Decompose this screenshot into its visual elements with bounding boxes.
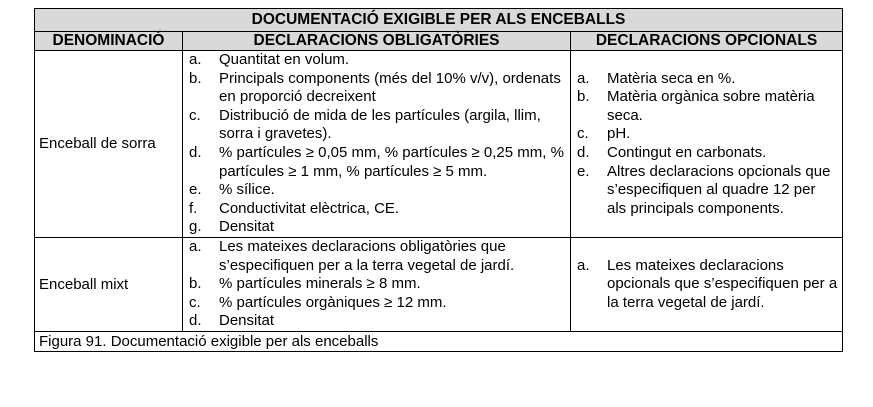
opcionals-cell xyxy=(571,237,843,331)
item-letter: b. xyxy=(577,88,590,106)
item-letter: d. xyxy=(577,143,590,161)
row-name: Enceball de sorra xyxy=(35,51,183,238)
item-text: Principals components (més del 10% v/v), ordenats en proporció decreixent xyxy=(219,69,561,106)
obligatories-list xyxy=(189,238,566,331)
item-text: Les mateixes declaracions obligatòries que s’especifiquen per a la terra vegetal de jardí. xyxy=(219,237,515,274)
item-text: % sílice. xyxy=(219,181,275,199)
list-item xyxy=(577,163,838,219)
item-letter: b. xyxy=(189,275,202,293)
item-text: Matèria seca en %. xyxy=(607,69,736,87)
documentation-table xyxy=(34,8,843,352)
item-letter: d. xyxy=(189,143,202,161)
table-row xyxy=(35,237,843,331)
list-item xyxy=(577,70,838,89)
header-obligatories: DECLARACIONS OBLIGATÒRIES xyxy=(183,32,571,51)
table-title: DOCUMENTACIÓ EXIGIBLE PER ALS ENCEBALLS xyxy=(35,9,843,32)
list-item xyxy=(189,144,566,181)
item-letter: c. xyxy=(577,125,589,143)
item-letter: b. xyxy=(189,69,202,87)
item-text: Distribució de mida de les partícules (argila, llim, sorra i gravetes). xyxy=(219,106,541,143)
list-item xyxy=(189,275,566,294)
item-text: Les mateixes declaracions opcionals que s’especifiquen per a la terra vegetal de jardí. xyxy=(607,256,838,311)
item-letter: e. xyxy=(577,162,590,180)
item-letter: d. xyxy=(189,312,202,330)
list-item xyxy=(189,238,566,275)
item-text: Matèria orgànica sobre matèria seca. xyxy=(607,88,815,124)
item-text: Contingut en carbonats. xyxy=(607,143,767,161)
item-text: Densitat xyxy=(219,218,275,236)
item-text: Densitat xyxy=(219,312,275,330)
item-letter: a. xyxy=(189,51,202,68)
list-item xyxy=(189,294,566,313)
item-letter: a. xyxy=(577,256,590,274)
item-letter: c. xyxy=(189,106,201,124)
item-text: % partícules ≥ 0,05 mm, % partícules ≥ 0,25 mm, % partícules ≥ 1 mm, % partícules ≥ 5 mm. xyxy=(219,143,564,180)
row-name: Enceball mixt xyxy=(35,237,183,331)
list-item xyxy=(189,70,566,107)
list-item xyxy=(189,200,566,219)
opcionals-list xyxy=(577,70,838,219)
list-item xyxy=(189,107,566,144)
list-item xyxy=(189,312,566,331)
item-letter: f. xyxy=(189,199,198,217)
opcionals-cell xyxy=(571,51,843,238)
item-text: Quantitat en volum. xyxy=(219,51,350,68)
header-opcionals: DECLARACIONS OPCIONALS xyxy=(571,32,843,51)
obligatories-cell xyxy=(183,51,571,238)
list-item xyxy=(577,125,838,144)
item-letter: g. xyxy=(189,218,202,236)
item-letter: a. xyxy=(577,69,590,87)
item-letter: c. xyxy=(189,293,201,311)
table-row xyxy=(35,51,843,238)
item-letter: a. xyxy=(189,237,202,255)
header-denominacio: DENOMINACIÓ xyxy=(35,32,183,51)
list-item xyxy=(577,144,838,163)
item-letter: e. xyxy=(189,181,202,199)
opcionals-list xyxy=(577,257,838,313)
obligatories-cell xyxy=(183,237,571,331)
list-item xyxy=(189,181,566,200)
list-item xyxy=(189,51,566,70)
list-item xyxy=(577,257,838,313)
item-text: % partícules orgàniques ≥ 12 mm. xyxy=(219,293,447,311)
item-text: Altres declaracions opcionals que s’especifiquen al quadre 12 per als principals components. xyxy=(607,162,831,217)
item-text: Conductivitat elèctrica, CE. xyxy=(219,199,400,217)
item-text: pH. xyxy=(607,125,631,143)
item-text: % partícules minerals ≥ 8 mm. xyxy=(219,275,421,293)
obligatories-list xyxy=(189,51,566,237)
list-item xyxy=(577,88,838,125)
figure-caption: Figura 91. Documentació exigible per als enceballs xyxy=(35,331,843,351)
list-item xyxy=(189,218,566,237)
